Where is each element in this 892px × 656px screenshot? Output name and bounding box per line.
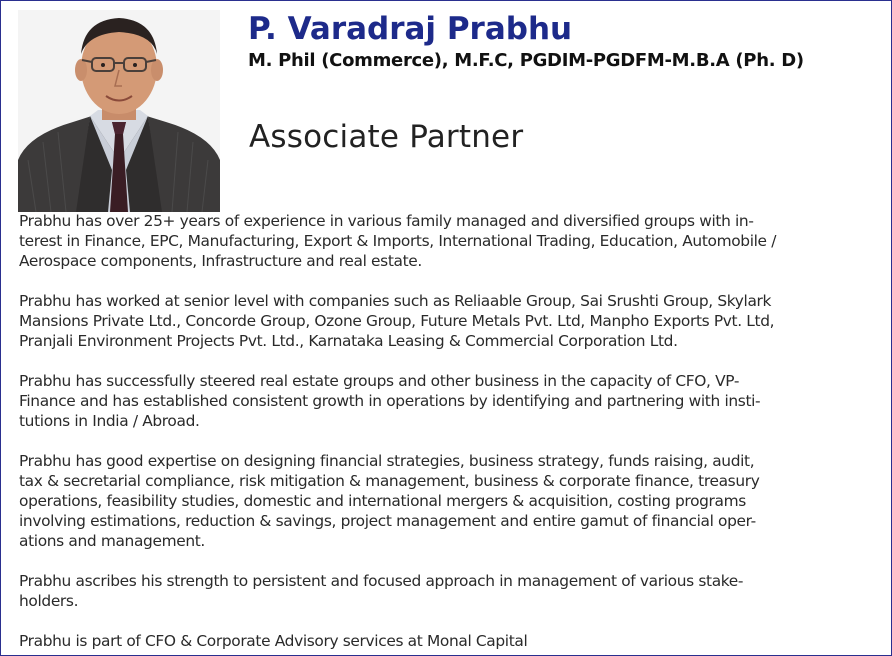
bio-paragraph-companies: [19, 291, 879, 351]
profile-name: P. Varadraj Prabhu: [248, 11, 573, 47]
bio-paragraph-strength: [19, 571, 879, 611]
bio-line: Finance and has established consistent growth in operations by identifying and partnering with insti-: [19, 392, 761, 410]
bio-line: Prabhu has successfully steered real estate groups and other business in the capacity of CFO, VP-: [19, 372, 740, 390]
bio-paragraph-roles: [19, 371, 879, 431]
bio-section: [19, 211, 879, 656]
profile-credentials: M. Phil (Commerce), M.F.C, PGDIM-PGDFM-M.B.A (Ph. D): [248, 50, 804, 71]
bio-line: Prabhu is part of CFO & Corporate Advisory services at Monal Capital: [19, 632, 528, 650]
profile-role: Associate Partner: [249, 119, 524, 155]
bio-line: Prabhu has good expertise on designing financial strategies, business strategy, funds raising, audit,: [19, 452, 755, 470]
bio-line: tutions in India / Abroad.: [19, 412, 200, 430]
bio-line: terest in Finance, EPC, Manufacturing, Export & Imports, International Trading, Education, Automobile /: [19, 232, 777, 250]
bio-line: Aerospace components, Infrastructure and real estate.: [19, 252, 422, 270]
bio-line: Prabhu has over 25+ years of experience in various family managed and diversified groups with in-: [19, 212, 754, 230]
bio-line: involving estimations, reduction & savings, project management and entire gamut of financial oper-: [19, 512, 756, 530]
bio-paragraph-experience: [19, 211, 879, 271]
bio-line: holders.: [19, 592, 79, 610]
profile-photo: [18, 10, 220, 212]
bio-line: operations, feasibility studies, domestic and international mergers & acquisition, costing programs: [19, 492, 746, 510]
bio-line: Prabhu has worked at senior level with companies such as Reliaable Group, Sai Srushti Group, Skylark: [19, 292, 772, 310]
bio-line: ations and management.: [19, 532, 205, 550]
bio-line: Mansions Private Ltd., Concorde Group, Ozone Group, Future Metals Pvt. Ltd, Manpho Exports Pvt. Ltd,: [19, 312, 775, 330]
bio-paragraph-current: [19, 631, 879, 651]
bio-line: Prabhu ascribes his strength to persistent and focused approach in management of various stake-: [19, 572, 744, 590]
bio-line: tax & secretarial compliance, risk mitigation & management, business & corporate finance, treasury: [19, 472, 760, 490]
bio-paragraph-expertise: [19, 451, 879, 551]
bio-line: Pranjali Environment Projects Pvt. Ltd., Karnataka Leasing & Commercial Corporation Ltd.: [19, 332, 678, 350]
